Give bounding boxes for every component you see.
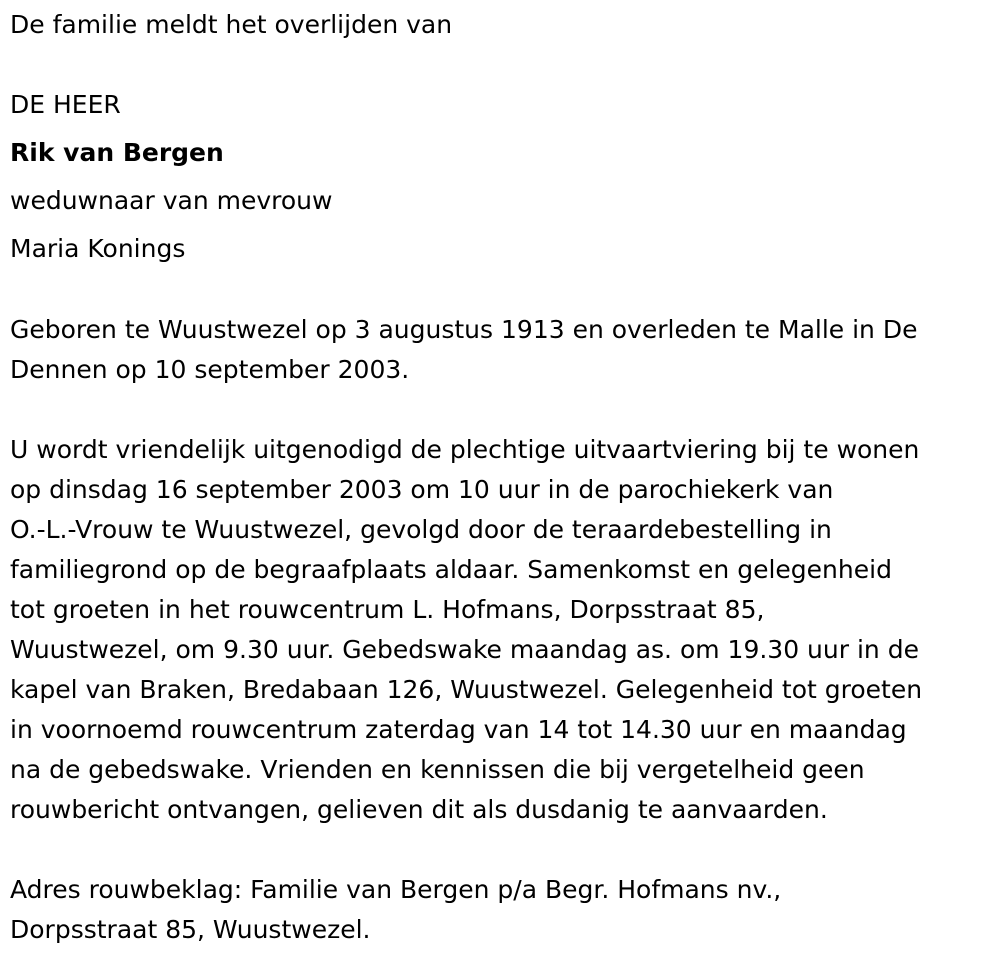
paragraph-line: rouwbericht ontvangen, gelieven dit als dusdanig te aanvaarden. [10,795,828,824]
paragraph-line: op dinsdag 16 september 2003 om 10 uur in de parochiekerk van [10,475,834,504]
invitation-paragraph [10,430,995,830]
paragraph-line: in voornoemd rouwcentrum zaterdag van 14 tot 14.30 uur en maandag [10,715,907,744]
paragraph-line: na de gebedswake. Vrienden en kennissen die bij vergetelheid geen [10,755,865,784]
honorific-title: DE HEER [10,90,121,119]
paragraph-line: Wuustwezel, om 9.30 uur. Gebedswake maandag as. om 19.30 uur in de [10,635,919,664]
paragraph-line: familiegrond op de begraafplaats aldaar. Samenkomst en gelegenheid [10,555,892,584]
paragraph-line: Dorpsstraat 85, Wuustwezel. [10,915,371,944]
paragraph-line: U wordt vriendelijk uitgenodigd de plechtige uitvaartviering bij te wonen [10,435,920,464]
paragraph-line: Dennen op 10 september 2003. [10,355,410,384]
paragraph-line: kapel van Braken, Bredabaan 126, Wuustwezel. Gelegenheid tot groeten [10,675,923,704]
paragraph-line: tot groeten in het rouwcentrum L. Hofmans, Dorpsstraat 85, [10,595,765,624]
address-paragraph [10,870,995,950]
spouse-name: Maria Konings [10,234,186,263]
deceased-name: Rik van Bergen [10,138,224,167]
birth-death-paragraph [10,310,995,390]
paragraph-line: Adres rouwbeklag: Familie van Bergen p/a Begr. Hofmans nv., [10,875,782,904]
paragraph-line: Geboren te Wuustwezel op 3 augustus 1913 en overleden te Malle in De [10,315,918,344]
paragraph-line: O.-L.-Vrouw te Wuustwezel, gevolgd door de teraardebestelling in [10,515,832,544]
relation-text: weduwnaar van mevrouw [10,186,333,215]
intro-text: De familie meldt het overlijden van [10,10,453,39]
